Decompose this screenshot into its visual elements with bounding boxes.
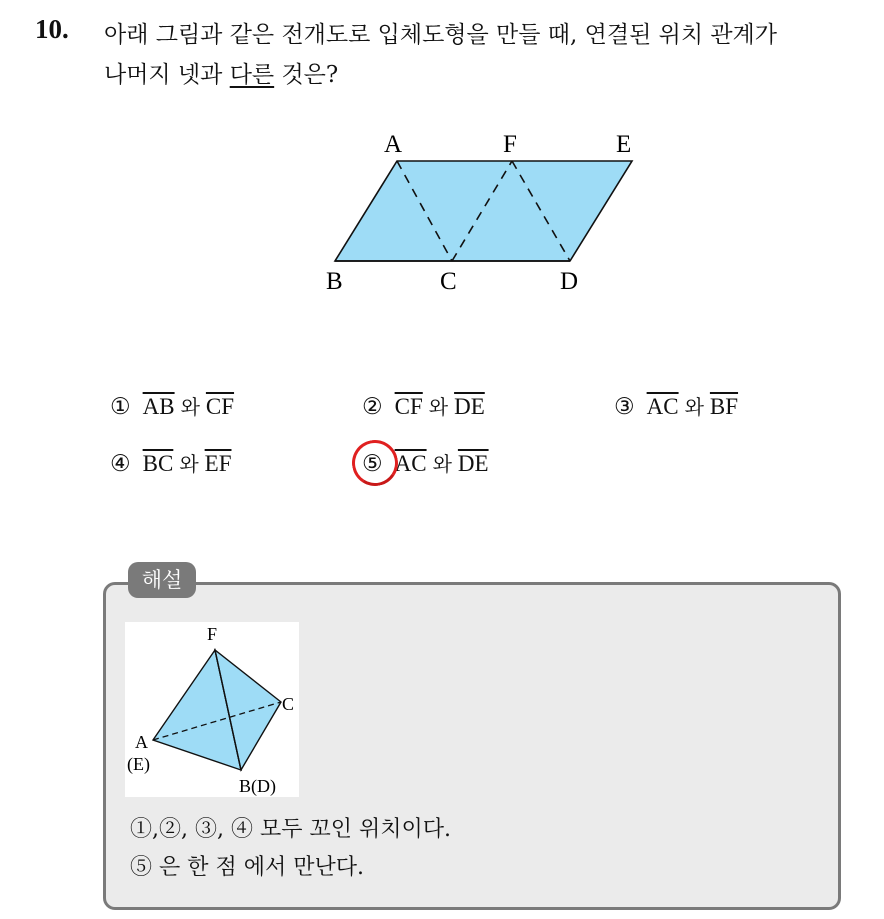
choice-2[interactable] xyxy=(362,391,485,420)
conjunction: 와 xyxy=(428,395,449,419)
choice-mark: ③ xyxy=(614,394,635,419)
segment: $\overline{BF}$ xyxy=(709,394,739,419)
segment: $\overline{CF}$ xyxy=(205,394,235,419)
choice-4[interactable] xyxy=(110,448,231,477)
conjunction: 와 xyxy=(432,452,452,476)
question-text-after: 것은? xyxy=(274,62,339,88)
question-text-before: 나머지 넷과 xyxy=(104,62,230,88)
conjunction: 와 xyxy=(684,395,704,419)
segment: $\overline{EF}$ xyxy=(204,451,232,476)
sol-label-bd: B(D) xyxy=(239,776,276,796)
question-number: 10. xyxy=(35,14,69,44)
tetrahedron-diagram xyxy=(125,622,299,797)
sol-label-e: (E) xyxy=(127,754,150,774)
solution-line1: ①,②, ③, ④ 모두 꼬인 위치이다. xyxy=(130,817,451,842)
net-parallelogram xyxy=(335,161,632,261)
net-diagram xyxy=(320,125,650,295)
question-text-line1: 아래 그림과 같은 전개도로 입체도형을 만들 때, 연결된 위치 관계가 xyxy=(104,22,777,48)
label-c: C xyxy=(440,268,457,295)
segment: $\overline{BC}$ xyxy=(142,451,174,476)
choice-3[interactable] xyxy=(614,391,738,420)
choice-1[interactable] xyxy=(110,391,234,420)
segment: $\overline{DE}$ xyxy=(454,394,485,419)
sol-label-c: C xyxy=(282,694,295,714)
solution-line2: ⑤ 은 한 점 에서 만난다. xyxy=(130,855,364,880)
segment: $\overline{DE}$ xyxy=(457,451,489,476)
sol-label-a: A xyxy=(135,732,148,752)
choice-mark: ④ xyxy=(110,451,131,476)
answer-circle-mark xyxy=(348,436,403,491)
segment: $\overline{AC}$ xyxy=(394,451,427,476)
sol-label-f: F xyxy=(207,624,218,644)
label-d: D xyxy=(560,268,579,295)
solution-figure xyxy=(125,622,299,797)
segment: $\overline{AB}$ xyxy=(142,394,175,419)
question-text-line2 xyxy=(104,56,338,89)
question-underlined-word: 다른 xyxy=(229,62,275,88)
label-a: A xyxy=(384,131,403,158)
segment: $\overline{AC}$ xyxy=(646,394,679,419)
conjunction: 와 xyxy=(179,452,199,476)
segment: $\overline{CF}$ xyxy=(394,394,423,419)
conjunction: 와 xyxy=(180,395,200,419)
choice-mark: ⑤ xyxy=(362,451,383,476)
solution-tab: 해설 xyxy=(128,562,196,598)
choice-mark: ① xyxy=(110,394,131,419)
label-b: B xyxy=(326,268,343,295)
label-e: E xyxy=(616,131,632,158)
label-f: F xyxy=(503,131,517,158)
choice-mark: ② xyxy=(362,394,383,419)
